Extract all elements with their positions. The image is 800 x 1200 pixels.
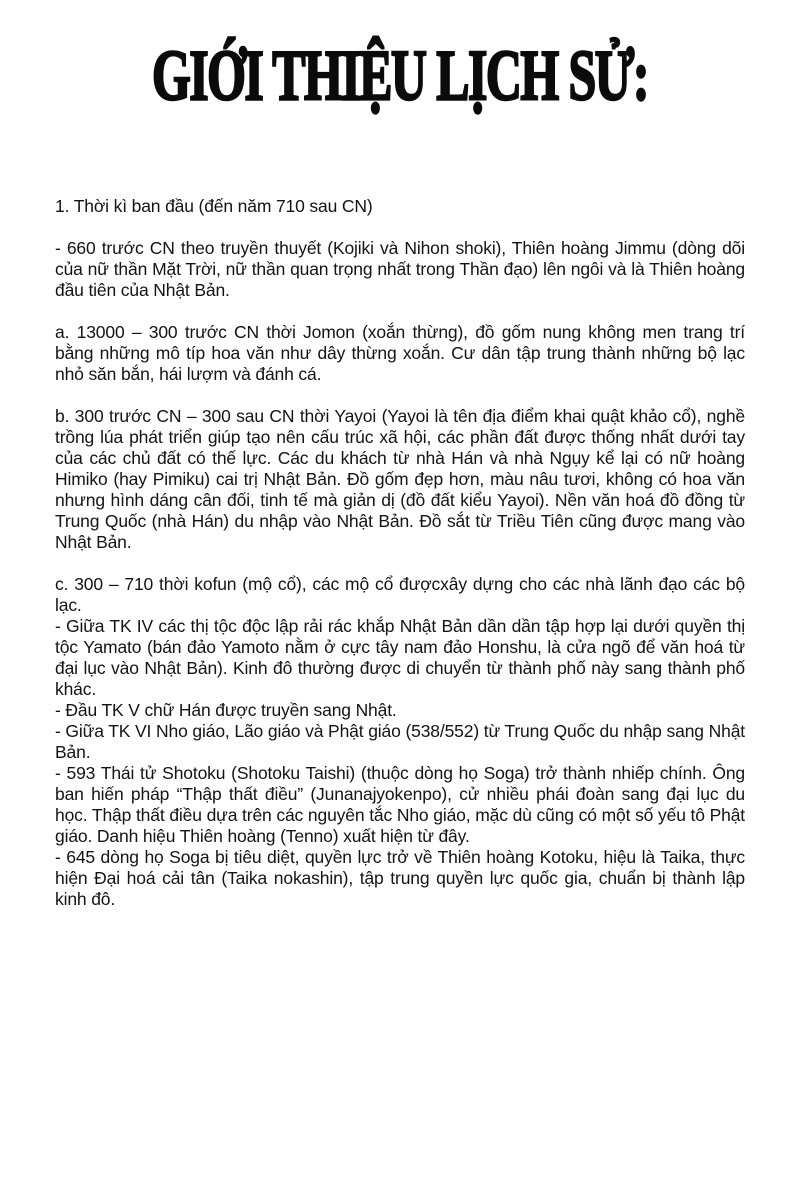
kofun-line-han-script: - Đầu TK V chữ Hán được truyền sang Nhật. <box>55 700 397 720</box>
page-title: GIỚI THIỆU LỊCH SỬ: <box>151 35 649 116</box>
section-heading: 1. Thời kì ban đầu (đến năm 710 sau CN) <box>55 196 373 216</box>
kofun-line-intro: c. 300 – 710 thời kofun (mộ cổ), các mộ cổ đượcxây dựng cho các nhà lãnh đạo các bộ lạc. <box>55 574 745 615</box>
kofun-line-yamato: - Giữa TK IV các thị tộc độc lập rải rác khắp Nhật Bản dần dần tập hợp lại dưới quyền thị tộc Yamato (bán đảo Yamoto nằm ở cực tây nam đảo Honshu, là cửa ngõ để văn hoá từ đại lục vào Nhật Bản). Kinh đô thường được di chuyển từ thành phố này sang thành phố khác. <box>55 616 745 699</box>
document-body <box>55 196 745 910</box>
kofun-line-religions: - Giữa TK VI Nho giáo, Lão giáo và Phật giáo (538/552) từ Trung Quốc du nhập sang Nhật Bản. <box>55 721 745 762</box>
paragraph-a-jomon: a. 13000 – 300 trước CN thời Jomon (xoắn thừng), đồ gốm nung không men trang trí bằng những mô típ hoa văn như dây thừng xoắn. Cư dân tập trung thành những bộ lạc nhỏ săn bắn, hái lượm và đánh cá. <box>55 322 745 384</box>
title-area <box>0 0 800 130</box>
kofun-line-shotoku: - 593 Thái tử Shotoku (Shotoku Taishi) (thuộc dòng họ Soga) trở thành nhiếp chính. Ông ban hiến pháp “Thập thất điều” (Junanajyokenpo), cử nhiều phái đoàn sang đại lục du học. Thập thất điều dựa trên các nguyên tắc Nho giáo, mặc dù cũng có một số yếu tô Phật giáo. Danh hiệu Thiên hoàng (Tenno) xuất hiện từ đây. <box>55 763 745 846</box>
paragraph-660-bc: - 660 trước CN theo truyền thuyết (Kojiki và Nihon shoki), Thiên hoàng Jimmu (dòng dõi của nữ thần Mặt Trời, nữ thần quan trọng nhất trong Thần đạo) lên ngôi và là Thiên hoàng đầu tiên của Nhật Bản. <box>55 238 745 300</box>
kofun-line-taika: - 645 dòng họ Soga bị tiêu diệt, quyền lực trở về Thiên hoàng Kotoku, hiệu là Taika, thực hiện Đại hoá cải tân (Taika nokashin), tập trung quyền lực quốc gia, chuẩn bị thành lập kinh đô. <box>55 847 745 909</box>
paragraph-b-yayoi: b. 300 trước CN – 300 sau CN thời Yayoi (Yayoi là tên địa điểm khai quật khảo cổ), nghề trồng lúa phát triển giúp tạo nên cấu trúc xã hội, các phần đất được thống nhất dưới tay của các chủ đất có thế lực. Các du khách từ nhà Hán và nhà Ngụy kể lại có nữ hoàng Himiko (hay Pimiku) cai trị Nhật Bản. Đồ gốm đẹp hơn, màu nâu tươi, không có hoa văn nhưng hình dáng cân đối, tinh tế mà giản dị (đồ đất kiểu Yayoi). Nền văn hoá đồ đồng từ Trung Quốc (nhà Hán) du nhập vào Nhật Bản. Đồ sắt từ Triều Tiên cũng được mang vào Nhật Bản. <box>55 406 745 552</box>
paragraph-c-kofun <box>55 574 745 910</box>
